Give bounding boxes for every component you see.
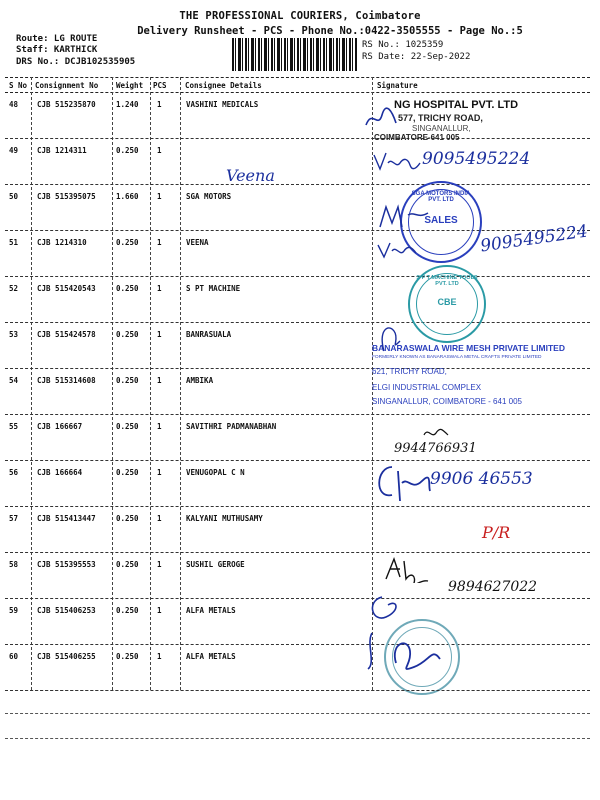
consignee-name: VENUGOPAL C N (186, 468, 245, 477)
consignment-number: CJB 166664 (37, 468, 83, 477)
pcs-value: 1 (157, 468, 162, 477)
signature-scribble (422, 423, 452, 439)
consignment-number: CJB 1214311 (37, 146, 87, 155)
consignee-name: SGA MOTORS (186, 192, 232, 201)
stamp-line: FORMERLY KNOWN AS BANARASWALA METAL CRAFTS PRIVATE LIMITED (372, 355, 542, 360)
handwritten-consignee-name: Veena (226, 166, 275, 185)
handwritten-phone: 9894627022 (448, 579, 538, 595)
weight-value: 0.250 (116, 652, 139, 661)
drs-number: DRS No.: DCJB102535905 (16, 57, 136, 67)
serial-number: 51 (9, 238, 19, 247)
weight-value: 0.250 (116, 606, 139, 615)
stamp-line: NG HOSPITAL PVT. LTD (394, 99, 519, 111)
stamp-line: 621, TRICHY ROAD, (372, 367, 447, 376)
page-subtitle: Delivery Runsheet - PCS - Phone No.:0422-3505555 - Page No.:5 (137, 25, 523, 37)
spt-machine-stamp (408, 265, 486, 343)
consignee-name: SUSHIL GEROGE (186, 560, 245, 569)
consignment-number: CJB 515395553 (37, 560, 96, 569)
handwritten-phone: 9944766931 (394, 441, 477, 456)
stamp-line: SINGANALLUR, COIMBATORE - 641 005 (372, 397, 522, 406)
handwritten-phone: 9906 46553 (430, 469, 533, 489)
weight-value: 0.250 (116, 376, 139, 385)
pcs-value: 1 (157, 376, 162, 385)
signature-scribble (382, 555, 432, 583)
page-title: THE PROFESSIONAL COURIERS, Coimbatore (179, 10, 421, 22)
signature-scribble (388, 633, 448, 679)
stamp-center-text: CBE (437, 297, 457, 307)
signature-scribble (362, 105, 402, 135)
pcs-value: 1 (157, 330, 162, 339)
stamp-ring-text: SGA MOTORS INDIA PVT. LTD (411, 191, 471, 203)
pcs-value: 1 (157, 422, 162, 431)
col-header-sno: S No (9, 81, 28, 90)
weight-value: 0.250 (116, 560, 139, 569)
consignment-number: CJB 515314608 (37, 376, 96, 385)
pcs-value: 1 (157, 238, 162, 247)
pcs-value: 1 (157, 100, 162, 109)
serial-number: 50 (9, 192, 19, 201)
serial-number: 53 (9, 330, 19, 339)
pcs-value: 1 (157, 514, 162, 523)
col-header-signature: Signature (377, 81, 418, 90)
rs-number: RS No.: 1025359 (362, 40, 444, 50)
stamp-center-text: SALES (424, 215, 458, 226)
serial-number: 60 (9, 652, 19, 661)
ng-hospital-stamp (372, 97, 594, 142)
weight-value: 0.250 (116, 146, 139, 155)
stamp-ring-text: S P T MACHINE TOOLS PVT. LTD (416, 275, 478, 287)
consignee-name: S PT MACHINE (186, 284, 241, 293)
serial-number: 48 (9, 100, 19, 109)
pcs-value: 1 (157, 606, 162, 615)
weight-value: 0.250 (116, 284, 139, 293)
weight-value: 0.250 (116, 422, 139, 431)
consignment-number: CJB 1214310 (37, 238, 87, 247)
stamp-line: SINGANALLUR, (412, 124, 471, 133)
handwritten-mark: P/R (482, 523, 511, 542)
pcs-value: 1 (157, 146, 162, 155)
signature-scribble (372, 461, 432, 505)
stamp-line: BANARASWALA WIRE MESH PRIVATE LIMITED (372, 343, 565, 353)
weight-value: 0.250 (116, 514, 139, 523)
route-label: Route: LG ROUTE (16, 34, 98, 44)
signature-scribble (378, 203, 438, 233)
stamp-line: ELGI INDUSTRIAL COMPLEX (372, 383, 482, 392)
consignee-name: ALFA METALS (186, 652, 236, 661)
pcs-value: 1 (157, 192, 162, 201)
table-rule-bottom (5, 690, 590, 691)
serial-number: 54 (9, 376, 19, 385)
barcode-image (232, 38, 357, 71)
banaraswala-stamp (372, 337, 594, 427)
consignment-number: CJB 515406255 (37, 652, 96, 661)
signature-scribble (372, 149, 422, 175)
weight-value: 0.250 (116, 238, 139, 247)
consignment-number: CJB 515424578 (37, 330, 96, 339)
col-header-consignee: Consignee Details (185, 81, 262, 90)
serial-number: 55 (9, 422, 19, 431)
serial-number: 56 (9, 468, 19, 477)
consignment-number: CJB 515420543 (37, 284, 96, 293)
staff-label: Staff: KARTHICK (16, 45, 98, 55)
col-header-consignment: Consignment No (35, 81, 99, 90)
stamp-line: COIMBATORE-641 005 (374, 133, 460, 142)
weight-value: 0.250 (116, 330, 139, 339)
consignee-name: VASHINI MEDICALS (186, 100, 259, 109)
consignee-name: KALYANI MUTHUSAMY (186, 514, 263, 523)
consignment-number: CJB 166667 (37, 422, 83, 431)
stamp-line: 577, TRICHY ROAD, (398, 113, 483, 123)
col-header-pcs: PCS (153, 81, 167, 90)
consignment-number: CJB 515395075 (37, 192, 96, 201)
rs-date: RS Date: 22-Sep-2022 (362, 52, 471, 62)
consignment-number: CJB 515235870 (37, 100, 96, 109)
weight-value: 0.250 (116, 468, 139, 477)
pcs-value: 1 (157, 652, 162, 661)
table-rule-top (5, 77, 590, 78)
table-rule-bottom (5, 713, 590, 714)
serial-number: 49 (9, 146, 19, 155)
serial-number: 52 (9, 284, 19, 293)
handwritten-phone: 9095495224 (479, 221, 590, 257)
pcs-value: 1 (157, 560, 162, 569)
consignee-name: ALFA METALS (186, 606, 236, 615)
col-header-weight: Weight (116, 81, 144, 90)
weight-value: 1.240 (116, 100, 139, 109)
signature-column (372, 93, 594, 693)
consignee-name: AMBIKA (186, 376, 214, 385)
handwritten-phone: 9095495224 (422, 149, 531, 169)
serial-number: 58 (9, 560, 19, 569)
weight-value: 1.660 (116, 192, 139, 201)
consignment-number: CJB 515406253 (37, 606, 96, 615)
consignee-name: BANRASUALA (186, 330, 232, 339)
consignee-name: SAVITHRI PADMANABHAN (186, 422, 277, 431)
serial-number: 57 (9, 514, 19, 523)
signature-scribble (376, 239, 426, 263)
consignee-name: VEENA (186, 238, 209, 247)
signature-scribble (374, 321, 414, 357)
serial-number: 59 (9, 606, 19, 615)
table-rule-bottom (5, 738, 590, 739)
pcs-value: 1 (157, 284, 162, 293)
consignment-number: CJB 515413447 (37, 514, 96, 523)
